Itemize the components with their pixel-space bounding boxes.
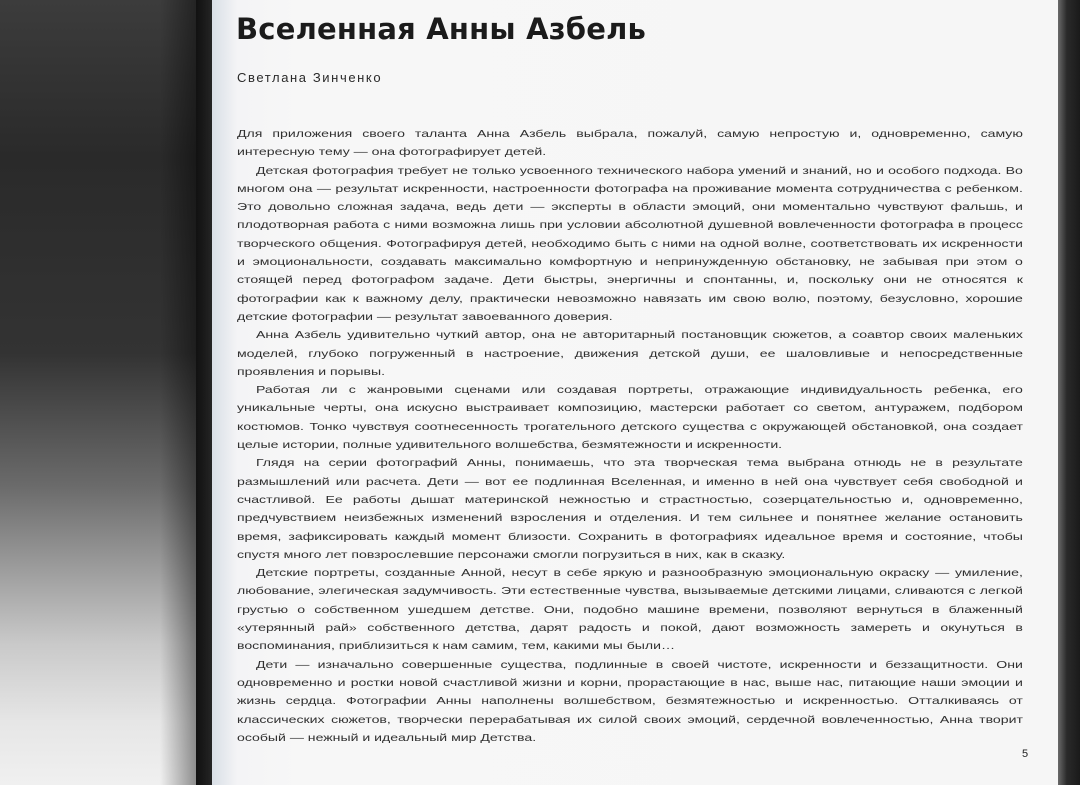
article-author: Светлана Зинченко	[237, 70, 383, 85]
paragraph: Детские портреты, созданные Анной, несут в себе яркую и разнообразную эмоциональную окраску — умиление, любование, элегическая задумчивость. Эти естественные чувства, вызываемые детскими лицами, сливаются с легкой грустью о собственном ушедшем детстве. Они, подобно машине времени, позволяют вернуться в блаженный «утерянный рай» собственного детства, дарят радость и покой, дают возможность замереть и окунуться в воспоминания, приблизиться к нам самим, тем, какими мы были…	[237, 568, 1023, 653]
paragraph: Детская фотография требует не только усвоенного технического набора умений и знаний, но и особого подхода. Во многом она — результат искренности, настроенности фотографа на проживание момента сотрудничества с ребенком. Это довольно сложная задача, ведь дети — эксперты в области эмоций, они моментально чувствуют фальшь, и плодотворная работа с ними возможна лишь при условии абсолютной душевной вовлеченности фотографа в процесс творческого общения. Фотографируя детей, необходимо быть с ними на одной волне, соответствовать их искренности и эмоциональности, создавать максимально комфортную и непринужденную обстановку, не забывая при этом о стоящей перед фотографом задаче. Дети быстры, энергичны и спонтанны, и, поскольку они не относятся к фотографии как к важному делу, практически невозможно навязать им свою волю, поэтому, безусловно, хорошие детские фотографии — результат завоеванного доверия.	[237, 165, 1023, 323]
paragraph: Анна Азбель удивительно чуткий автор, она не авторитарный постановщик сюжетов, а соавтор своих маленьких моделей, глубоко погруженный в настроение, движения детской души, ее шаловливые и непосредственные проявления и порывы.	[237, 330, 1023, 378]
page-edge-shadow	[1058, 0, 1080, 785]
paragraph: Для приложения своего таланта Анна Азбель выбрала, пожалуй, самую непростую и, одновременно, самую интересную тему — она фотографирует детей.	[237, 129, 1023, 159]
left-page-photo	[0, 0, 200, 785]
paragraph: Работая ли с жанровыми сценами или создавая портреты, отражающие индивидуальность ребенка, его уникальные черты, она искусно выстраивает композицию, мастерски работает со светом, антуражем, подбором костюмов. Тонко чувствуя соотнесенность трогательного детского существа с окружающей обстановкой, она создает целые истории, полные удивительного волшебства, безмятежности и искренности.	[237, 385, 1023, 452]
paragraph: Дети — изначально совершенные существа, подлинные в своей чистоте, искренности и беззащитности. Они одновременно и ростки новой счастливой жизни и корни, прорастающие в нас, выше нас, питающие наши эмоции и жизнь сердца. Фотографии Анны наполнены волшебством, безмятежностью и искренностью. Отталкиваясь от классических сюжетов, творчески перерабатывая их силой своих эмоций, сердечной вовлеченностью, Анна творит особый — нежный и идеальный мир Детства.	[237, 659, 1023, 744]
article-title: Вселенная Анны Азбель	[236, 12, 647, 46]
page-number: 5	[1022, 748, 1029, 760]
paragraph: Глядя на серии фотографий Анны, понимаешь, что эта творческая тема выбрана отнюдь не в результате размышлений или расчета. Дети — вот ее подлинная Вселенная, и именно в ней она чувствует себя свободной и счастливой. Ее работы дышат материнской нежностью и страстностью, созерцательностью и, одновременно, предчувствием неизбежных изменений взросления и отделения. И тем сильнее и понятнее желание остановить время, зафиксировать каждый момент близости. Сохранить в фотографиях идеальное время и состояние, чтобы спустя много лет повзрослевшие персонажи смогли погрузиться в них, как в сказку.	[237, 458, 1023, 561]
article-body	[237, 126, 1023, 748]
